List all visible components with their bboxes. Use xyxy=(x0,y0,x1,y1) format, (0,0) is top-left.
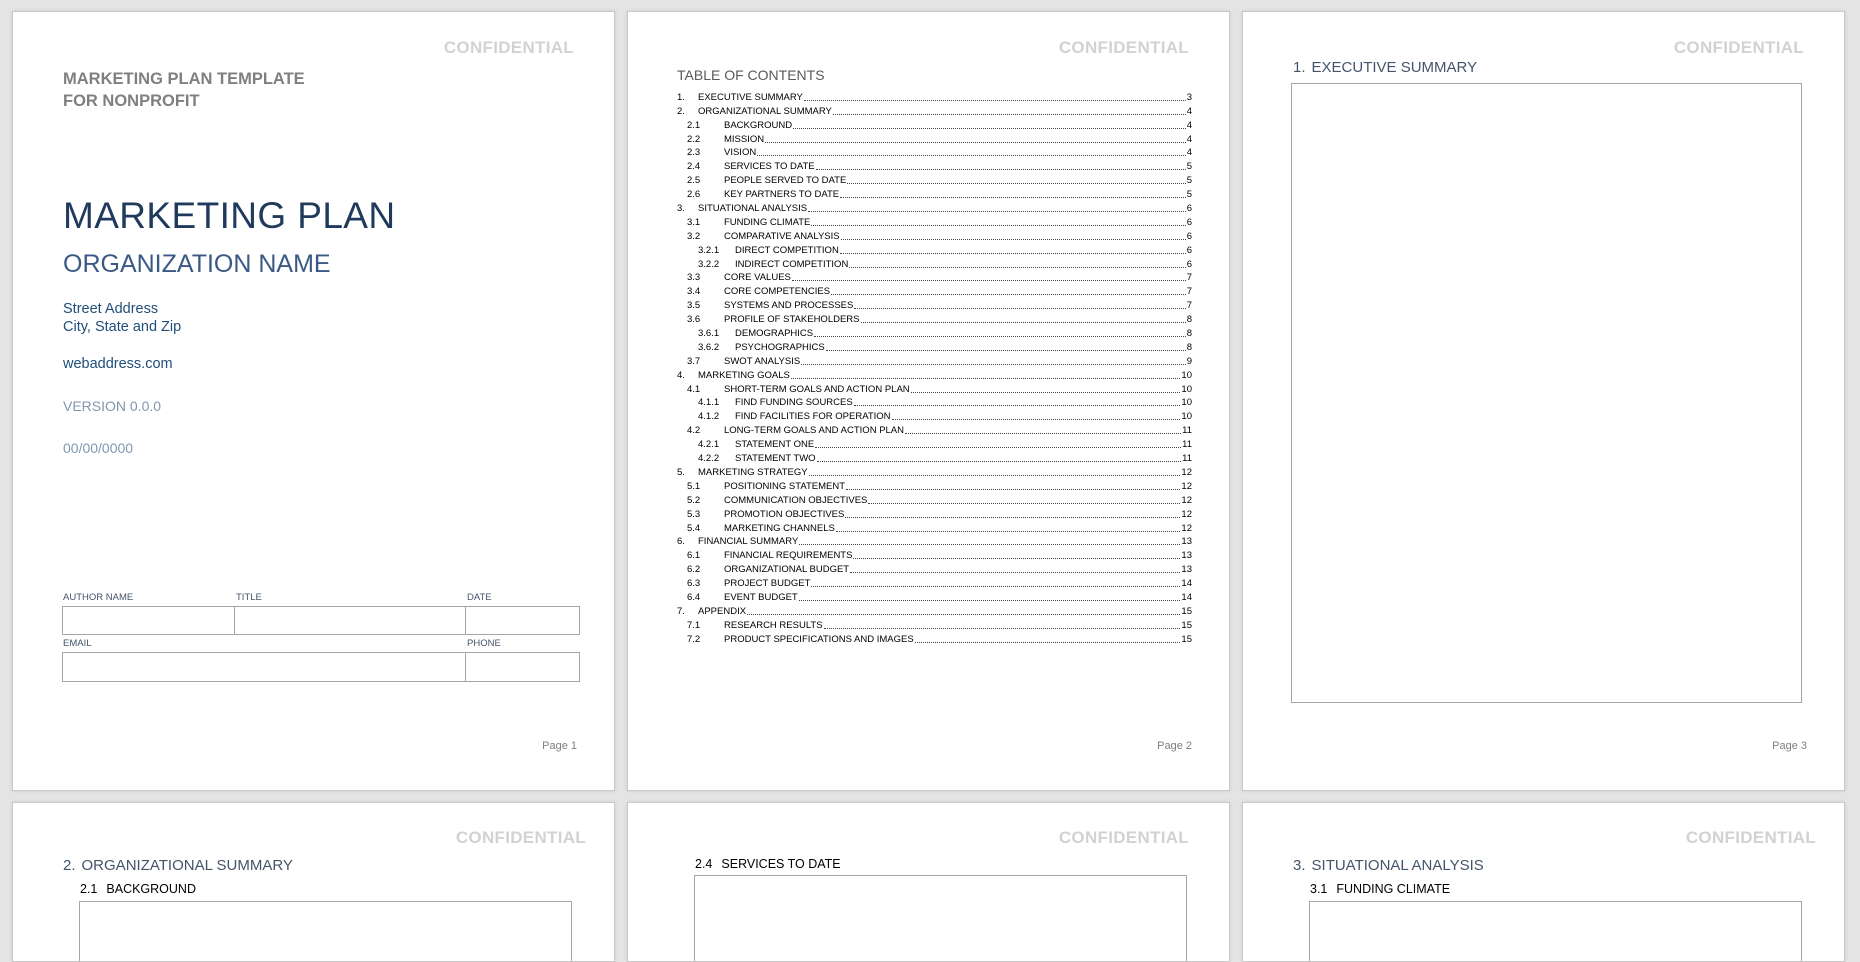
toc-entry-title: FUNDING CLIMATE xyxy=(724,216,811,228)
toc-entry-title: SERVICES TO DATE xyxy=(724,161,815,173)
toc-entry-page: 8 xyxy=(1186,314,1192,326)
toc-entry[interactable] xyxy=(677,575,1192,589)
toc-entry-number: 5.2 xyxy=(687,494,701,506)
toc-entry-number: 4.1.1 xyxy=(698,397,720,409)
toc-entry[interactable] xyxy=(677,297,1192,311)
toc-entry-title: FIND FUNDING SOURCES xyxy=(735,397,853,409)
section-number: 2. xyxy=(63,857,76,874)
toc-dot-leader xyxy=(816,169,1186,170)
toc-entry-title: MARKETING CHANNELS xyxy=(724,522,835,534)
toc-entry-number: 6.2 xyxy=(687,564,701,576)
toc-entry-number: 6.1 xyxy=(687,550,701,562)
toc-entry-number: 1. xyxy=(677,91,685,103)
organizational-summary-page xyxy=(12,802,615,962)
toc-entry-title: FINANCIAL REQUIREMENTS xyxy=(724,550,853,562)
toc-entry[interactable] xyxy=(677,117,1192,131)
section-heading xyxy=(63,857,293,874)
toc-entry[interactable] xyxy=(677,367,1192,381)
toc-entry-page: 4 xyxy=(1186,105,1192,117)
toc-entry[interactable] xyxy=(677,283,1192,297)
toc-entry-page: 6 xyxy=(1186,203,1192,215)
version-label: VERSION 0.0.0 xyxy=(63,398,162,414)
toc-entry[interactable] xyxy=(677,131,1192,145)
email-label: EMAIL xyxy=(63,638,92,649)
toc-entry[interactable] xyxy=(677,589,1192,603)
toc-entry-number: 4.1 xyxy=(687,383,701,395)
toc-entry-title: RESEARCH RESULTS xyxy=(724,619,823,631)
toc-entry-title: SHORT-TERM GOALS AND ACTION PLAN xyxy=(724,383,910,395)
toc-entry-page: 5 xyxy=(1186,189,1192,201)
toc-entry[interactable] xyxy=(677,561,1192,575)
toc-dot-leader xyxy=(833,114,1186,115)
toc-dot-leader xyxy=(915,642,1181,643)
toc-entry-page: 5 xyxy=(1186,161,1192,173)
toc-entry-number: 7.1 xyxy=(687,619,701,631)
toc-entry-page: 10 xyxy=(1181,383,1192,395)
toc-entry-number: 3.5 xyxy=(687,300,701,312)
toc-dot-leader xyxy=(804,100,1186,101)
subsection-title: SERVICES TO DATE xyxy=(721,857,841,871)
toc-entry-page: 15 xyxy=(1181,633,1192,645)
toc-entry[interactable] xyxy=(677,270,1192,284)
toc-entry-title: DEMOGRAPHICS xyxy=(735,328,814,340)
toc-entry-title: CORE VALUES xyxy=(724,272,791,284)
title-label: TITLE xyxy=(236,592,262,603)
toc-entry-title: ORGANIZATIONAL BUDGET xyxy=(724,564,850,576)
toc-entry-page: 13 xyxy=(1181,550,1192,562)
toc-entry-number: 2.4 xyxy=(687,161,701,173)
toc-entry-page: 6 xyxy=(1186,244,1192,256)
toc-entry-title: POSITIONING STATEMENT xyxy=(724,480,846,492)
executive-summary-page xyxy=(1242,11,1845,791)
toc-entry-number: 5.1 xyxy=(687,480,701,492)
toc-entry-number: 3.7 xyxy=(687,355,701,367)
confidential-label: CONFIDENTIAL xyxy=(1058,38,1189,57)
toc-dot-leader xyxy=(801,364,1186,365)
toc-entry-title: PROMOTION OBJECTIVES xyxy=(724,508,845,520)
subsection-title: FUNDING CLIMATE xyxy=(1336,882,1451,896)
toc-entry-number: 4.2 xyxy=(687,425,701,437)
toc-entry[interactable] xyxy=(677,89,1192,103)
toc-dot-leader xyxy=(840,253,1186,254)
toc-entry[interactable] xyxy=(677,547,1192,561)
toc-dot-leader xyxy=(861,322,1186,323)
toc-entry-title: SITUATIONAL ANALYSIS xyxy=(698,203,808,215)
toc-entry[interactable] xyxy=(677,478,1192,492)
toc-entry-title: STATEMENT TWO xyxy=(735,453,816,465)
template-title xyxy=(63,68,305,112)
toc-entry-number: 4.2.1 xyxy=(698,439,720,451)
toc-entry-page: 8 xyxy=(1186,328,1192,340)
toc-entry-number: 2.3 xyxy=(687,147,701,159)
toc-entry-title: MISSION xyxy=(724,133,765,145)
toc-entry[interactable] xyxy=(677,381,1192,395)
date-field[interactable] xyxy=(465,606,580,635)
toc-entry[interactable] xyxy=(677,450,1192,464)
toc-entry-title: MARKETING STRATEGY xyxy=(698,466,808,478)
toc-entry[interactable] xyxy=(677,158,1192,172)
subsection-heading xyxy=(695,857,841,871)
toc-entry-page: 5 xyxy=(1186,175,1192,187)
street-address: Street Address xyxy=(63,301,159,317)
toc-entry[interactable] xyxy=(677,214,1192,228)
toc-entry-number: 5.3 xyxy=(687,508,701,520)
toc-entry[interactable] xyxy=(677,395,1192,409)
toc-entry-page: 11 xyxy=(1182,439,1192,451)
toc-dot-leader xyxy=(791,378,1181,379)
toc-entry-number: 5. xyxy=(677,466,685,478)
toc-dot-leader xyxy=(747,614,1180,615)
toc-entry[interactable] xyxy=(677,339,1192,353)
phone-label: PHONE xyxy=(467,638,501,649)
toc-dot-leader xyxy=(854,308,1185,309)
toc-entry-number: 3.3 xyxy=(687,272,701,284)
toc-dot-leader xyxy=(850,572,1180,573)
toc-entry-page: 12 xyxy=(1181,466,1192,478)
city-state-zip: City, State and Zip xyxy=(63,319,182,335)
toc-dot-leader xyxy=(811,586,1180,587)
toc-dot-leader xyxy=(853,558,1180,559)
toc-entry-title: SWOT ANALYSIS xyxy=(724,355,801,367)
toc-entry-number: 3.2.1 xyxy=(698,244,720,256)
cover-page xyxy=(12,11,615,791)
toc-dot-leader xyxy=(846,489,1180,490)
toc-entry-page: 15 xyxy=(1181,619,1192,631)
toc-entry[interactable] xyxy=(677,325,1192,339)
toc-dot-leader xyxy=(831,294,1186,295)
toc-entry-number: 4.2.2 xyxy=(698,453,720,465)
toc-entry[interactable] xyxy=(677,436,1192,450)
toc-entry-page: 12 xyxy=(1181,480,1192,492)
toc-entry-title: PEOPLE SERVED TO DATE xyxy=(724,175,847,187)
toc-entry-number: 3.2.2 xyxy=(698,258,720,270)
section-number: 3. xyxy=(1293,857,1306,874)
address-block xyxy=(63,300,181,336)
subsection-number: 2.1 xyxy=(80,882,98,896)
email-field[interactable] xyxy=(62,652,466,682)
toc-entry-title: DIRECT COMPETITION xyxy=(735,244,839,256)
toc-entry-title: CORE COMPETENCIES xyxy=(724,286,831,298)
toc-heading: TABLE OF CONTENTS xyxy=(677,67,825,83)
toc-entry[interactable] xyxy=(677,617,1192,631)
toc-entry-title: PRODUCT SPECIFICATIONS AND IMAGES xyxy=(724,633,914,645)
services-to-date-page xyxy=(627,802,1230,962)
toc-entry[interactable] xyxy=(677,492,1192,506)
subsection-heading xyxy=(80,882,196,896)
document-title: MARKETING PLAN xyxy=(63,195,396,236)
toc-entry[interactable] xyxy=(677,228,1192,242)
toc-entry-title: SYSTEMS AND PROCESSES xyxy=(724,300,854,312)
confidential-label: CONFIDENTIAL xyxy=(455,828,586,847)
toc-entry-title: FIND FACILITIES FOR OPERATION xyxy=(735,411,891,423)
toc-entry[interactable] xyxy=(677,631,1192,645)
toc-entry-title: BACKGROUND xyxy=(724,119,793,131)
web-address: webaddress.com xyxy=(63,356,173,372)
toc-dot-leader xyxy=(836,531,1181,532)
confidential-label: CONFIDENTIAL xyxy=(1685,828,1816,847)
subsection-title: BACKGROUND xyxy=(106,882,196,896)
subsection-number: 3.1 xyxy=(1310,882,1328,896)
toc-entry-number: 3.6.1 xyxy=(698,328,720,340)
toc-dot-leader xyxy=(849,267,1185,268)
confidential-label: CONFIDENTIAL xyxy=(443,38,574,57)
toc-entry-number: 3.2 xyxy=(687,230,701,242)
section-number: 1. xyxy=(1293,59,1306,76)
page-number: Page 1 xyxy=(542,740,577,752)
toc-entry-title: INDIRECT COMPETITION xyxy=(735,258,849,270)
phone-field[interactable] xyxy=(465,652,580,682)
toc-entry-number: 2.2 xyxy=(687,133,701,145)
toc-dot-leader xyxy=(892,419,1181,420)
toc-dot-leader xyxy=(799,544,1180,545)
toc-entry-page: 12 xyxy=(1181,494,1192,506)
section-title: SITUATIONAL ANALYSIS xyxy=(1311,857,1484,874)
toc-entry-page: 14 xyxy=(1181,591,1192,603)
toc-entry-number: 5.4 xyxy=(687,522,701,534)
toc-entry[interactable] xyxy=(677,422,1192,436)
toc-entry-title: APPENDIX xyxy=(698,605,747,617)
toc-entry-title: EXECUTIVE SUMMARY xyxy=(698,91,803,103)
toc-entry-number: 2.1 xyxy=(687,119,701,131)
toc-entry[interactable] xyxy=(677,256,1192,270)
toc-entry-number: 3.6.2 xyxy=(698,341,720,353)
toc-dot-leader xyxy=(868,503,1180,504)
toc-dot-leader xyxy=(845,517,1180,518)
page-number: Page 2 xyxy=(1157,740,1192,752)
section-title: ORGANIZATIONAL SUMMARY xyxy=(81,857,293,874)
toc-dot-leader xyxy=(911,392,1181,393)
toc-entry-page: 13 xyxy=(1181,564,1192,576)
toc-dot-leader xyxy=(793,128,1186,129)
toc-entry-page: 13 xyxy=(1181,536,1192,548)
author-name-field[interactable] xyxy=(62,606,235,635)
toc-entry[interactable] xyxy=(677,145,1192,159)
toc-entry-number: 6.4 xyxy=(687,591,701,603)
toc-entry[interactable] xyxy=(677,311,1192,325)
toc-entry[interactable] xyxy=(677,603,1192,617)
toc-entry-page: 12 xyxy=(1181,508,1192,520)
funding-climate-content-box[interactable] xyxy=(1309,901,1802,962)
toc-entry[interactable] xyxy=(677,520,1192,534)
toc-entry-page: 10 xyxy=(1181,411,1192,423)
toc-dot-leader xyxy=(840,197,1186,198)
toc-entry-number: 2.5 xyxy=(687,175,701,187)
toc-entry-title: PROFILE OF STAKEHOLDERS xyxy=(724,314,860,326)
toc-entry-title: EVENT BUDGET xyxy=(724,591,798,603)
template-title-line2: FOR NONPROFIT xyxy=(63,92,200,110)
toc-entry-page: 4 xyxy=(1186,119,1192,131)
toc-entry-number: 3.6 xyxy=(687,314,701,326)
toc-entry-title: FINANCIAL SUMMARY xyxy=(698,536,799,548)
toc-entry-number: 6. xyxy=(677,536,685,548)
toc-list xyxy=(677,89,1192,645)
toc-dot-leader xyxy=(817,461,1182,462)
title-field[interactable] xyxy=(234,606,466,635)
toc-entry-title: PSYCHOGRAPHICS xyxy=(735,341,825,353)
toc-entry-page: 10 xyxy=(1181,369,1192,381)
toc-entry-number: 6.3 xyxy=(687,578,701,590)
toc-entry-page: 12 xyxy=(1181,522,1192,534)
toc-dot-leader xyxy=(765,142,1186,143)
toc-entry-title: STATEMENT ONE xyxy=(735,439,815,451)
toc-entry-page: 6 xyxy=(1186,258,1192,270)
toc-entry-title: ORGANIZATIONAL SUMMARY xyxy=(698,105,832,117)
toc-dot-leader xyxy=(792,280,1186,281)
toc-entry-title: LONG-TERM GOALS AND ACTION PLAN xyxy=(724,425,905,437)
toc-entry[interactable] xyxy=(677,353,1192,367)
toc-entry-number: 4. xyxy=(677,369,685,381)
organization-name: ORGANIZATION NAME xyxy=(63,250,331,278)
toc-dot-leader xyxy=(841,239,1186,240)
toc-dot-leader xyxy=(814,336,1186,337)
toc-entry-number: 3.1 xyxy=(687,216,701,228)
toc-entry-page: 9 xyxy=(1186,355,1192,367)
toc-entry-title: COMPARATIVE ANALYSIS xyxy=(724,230,840,242)
toc-entry[interactable] xyxy=(677,506,1192,520)
toc-entry[interactable] xyxy=(677,464,1192,478)
subsection-heading xyxy=(1310,882,1450,896)
toc-entry-number: 2.6 xyxy=(687,189,701,201)
toc-entry-number: 4.1.2 xyxy=(698,411,720,423)
executive-summary-content-box[interactable] xyxy=(1291,83,1802,703)
document-date: 00/00/0000 xyxy=(63,440,134,456)
section-heading xyxy=(1293,59,1477,76)
toc-entry-title: KEY PARTNERS TO DATE xyxy=(724,189,840,201)
toc-dot-leader xyxy=(809,475,1181,476)
toc-entry[interactable] xyxy=(677,103,1192,117)
toc-entry-number: 2. xyxy=(677,105,685,117)
toc-entry-page: 7 xyxy=(1186,286,1192,298)
template-title-line1: MARKETING PLAN TEMPLATE xyxy=(63,70,305,88)
toc-entry-page: 6 xyxy=(1186,230,1192,242)
toc-entry-page: 7 xyxy=(1186,300,1192,312)
page-number: Page 3 xyxy=(1772,740,1807,752)
toc-entry-title: PROJECT BUDGET xyxy=(724,578,811,590)
toc-entry-page: 10 xyxy=(1181,397,1192,409)
toc-dot-leader xyxy=(826,350,1186,351)
toc-entry-number: 7.2 xyxy=(687,633,701,645)
section-title: EXECUTIVE SUMMARY xyxy=(1311,59,1478,76)
author-name-label: AUTHOR NAME xyxy=(63,592,134,603)
situational-analysis-page xyxy=(1242,802,1845,962)
confidential-label: CONFIDENTIAL xyxy=(1673,38,1804,57)
table-of-contents-page xyxy=(627,11,1230,791)
toc-entry-page: 6 xyxy=(1186,216,1192,228)
subsection-number: 2.4 xyxy=(695,857,713,871)
toc-entry-number: 3.4 xyxy=(687,286,701,298)
toc-entry[interactable] xyxy=(677,200,1192,214)
section-heading xyxy=(1293,857,1484,874)
toc-entry[interactable] xyxy=(677,186,1192,200)
toc-dot-leader xyxy=(824,628,1181,629)
toc-entry[interactable] xyxy=(677,534,1192,548)
toc-entry[interactable] xyxy=(677,242,1192,256)
toc-entry-page: 7 xyxy=(1186,272,1192,284)
toc-entry[interactable] xyxy=(677,408,1192,422)
toc-dot-leader xyxy=(815,447,1181,448)
toc-dot-leader xyxy=(905,433,1181,434)
toc-entry-page: 11 xyxy=(1182,453,1192,465)
toc-dot-leader xyxy=(799,600,1181,601)
toc-dot-leader xyxy=(847,183,1185,184)
toc-entry-page: 4 xyxy=(1186,133,1192,145)
services-content-box[interactable] xyxy=(694,875,1187,962)
toc-entry-page: 14 xyxy=(1181,578,1192,590)
toc-entry-page: 4 xyxy=(1186,147,1192,159)
toc-dot-leader xyxy=(854,405,1181,406)
toc-dot-leader xyxy=(757,155,1186,156)
background-content-box[interactable] xyxy=(79,901,572,962)
toc-entry-title: COMMUNICATION OBJECTIVES xyxy=(724,494,868,506)
toc-entry-title: MARKETING GOALS xyxy=(698,369,790,381)
date-label: DATE xyxy=(467,592,492,603)
toc-entry-number: 3. xyxy=(677,203,685,215)
toc-dot-leader xyxy=(811,225,1185,226)
toc-dot-leader xyxy=(808,211,1186,212)
toc-entry-number: 7. xyxy=(677,605,685,617)
toc-entry-page: 11 xyxy=(1182,425,1192,437)
toc-entry-page: 8 xyxy=(1186,341,1192,353)
toc-entry-page: 15 xyxy=(1181,605,1192,617)
toc-entry[interactable] xyxy=(677,172,1192,186)
toc-entry-title: VISION xyxy=(724,147,757,159)
confidential-label: CONFIDENTIAL xyxy=(1058,828,1189,847)
toc-entry-page: 3 xyxy=(1186,91,1192,103)
